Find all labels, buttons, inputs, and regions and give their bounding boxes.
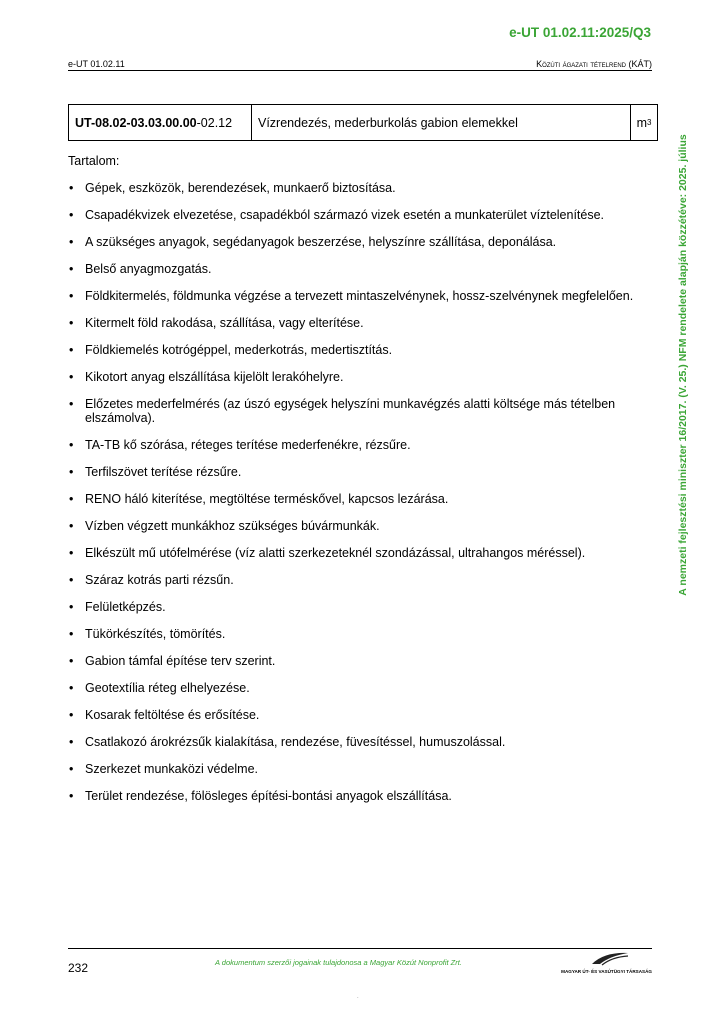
list-item: • Előzetes mederfelmérés (az úszó egységek helyszíni munkavégzés alatti költsége más tételben elszámolva). [68, 397, 648, 426]
document-code: e-UT 01.02.11:2025/Q3 [509, 25, 651, 40]
item-unit-cell [631, 105, 657, 140]
item-code: UT-08.02-03.03.00.00 [75, 115, 197, 130]
society-logo [562, 950, 652, 974]
page-number: 232 [68, 961, 89, 975]
list-item: • Tükörkészítés, tömörítés. [68, 627, 648, 642]
list-item: • Száraz kotrás parti rézsűn. [68, 573, 648, 588]
list-item: • Kitermelt föld rakodása, szállítása, vagy elterítése. [68, 316, 648, 331]
header-divider [68, 70, 652, 71]
list-item: • Kosarak feltöltése és erősítése. [68, 708, 648, 723]
item-code-cell [69, 105, 252, 140]
item-code-suffix: -02.12 [196, 115, 233, 130]
list-item: • Kikotort anyag elszállítása kijelölt lerakóhelyre. [68, 370, 648, 385]
copyright-notice: A dokumentum szerzői jogainak tulajdonosa a Magyar Közút Nonprofit Zrt. [215, 958, 462, 967]
list-item: • Gépek, eszközök, berendezések, munkaerő biztosítása. [68, 181, 648, 196]
content-section [68, 154, 648, 816]
list-item: • Csapadékvizek elvezetése, csapadékból származó vizek esetén a munkaterület víztelenítése. [68, 208, 648, 223]
list-item: • Geotextília réteg elhelyezése. [68, 681, 648, 696]
list-item: • RENO háló kiterítése, megtöltése terméskővel, kapcsos lezárása. [68, 492, 648, 507]
list-item: • Terület rendezése, fölösleges építési-bontási anyagok elszállítása. [68, 789, 648, 804]
list-item: • Földkiemelés kotrógéppel, mederkotrás, medertisztítás. [68, 343, 648, 358]
item-title: Vízrendezés, mederburkolás gabion elemekkel [252, 105, 631, 140]
list-item: • Terfilszövet terítése rézsűre. [68, 465, 648, 480]
list-item: • Földkitermelés, földmunka végzése a tervezett mintaszelvénynek, hossz-szelvénynek megfelelően. [68, 289, 648, 304]
logo-text: MAGYAR ÚT- ÉS VASÚTÜGYI TÁRSASÁG [561, 969, 652, 974]
list-item: • Vízben végzett munkákhoz szükséges búvármunkák. [68, 519, 648, 534]
header-right-title: Közúti ágazati tételrend (KÁT) [536, 59, 652, 69]
list-item: • Felületképzés. [68, 600, 648, 615]
list-item: • TA-TB kő szórása, réteges terítése mederfenékre, rézsűre. [68, 438, 648, 453]
road-swoosh-icon [590, 950, 630, 966]
list-item: • A szükséges anyagok, segédanyagok beszerzése, helyszínre szállítása, deponálása. [68, 235, 648, 250]
item-header-table [68, 104, 658, 141]
list-item: • Belső anyagmozgatás. [68, 262, 648, 277]
list-item: • Szerkezet munkaközi védelme. [68, 762, 648, 777]
header-left-code: e-UT 01.02.11 [68, 59, 125, 69]
footer-divider [68, 948, 652, 949]
list-item: • Elkészült mű utófelmérése (víz alatti szerkezeteknél szondázással, ultrahangos méréssel). [68, 546, 648, 561]
list-item: • Gabion támfal építése terv szerint. [68, 654, 648, 669]
content-list [68, 181, 648, 804]
scan-dot: . [357, 994, 359, 1000]
side-publication-text: A nemzeti fejlesztési miniszter 16/2017. (V. 25.) NFM rendelete alapján közzétéve: 2025. július [677, 134, 689, 596]
content-label: Tartalom: [68, 154, 120, 168]
item-unit: m [636, 115, 647, 130]
list-item: • Csatlakozó árokrézsűk kialakítása, rendezése, füvesítéssel, humuszolással. [68, 735, 648, 750]
item-unit-exponent: 3 [646, 118, 652, 127]
